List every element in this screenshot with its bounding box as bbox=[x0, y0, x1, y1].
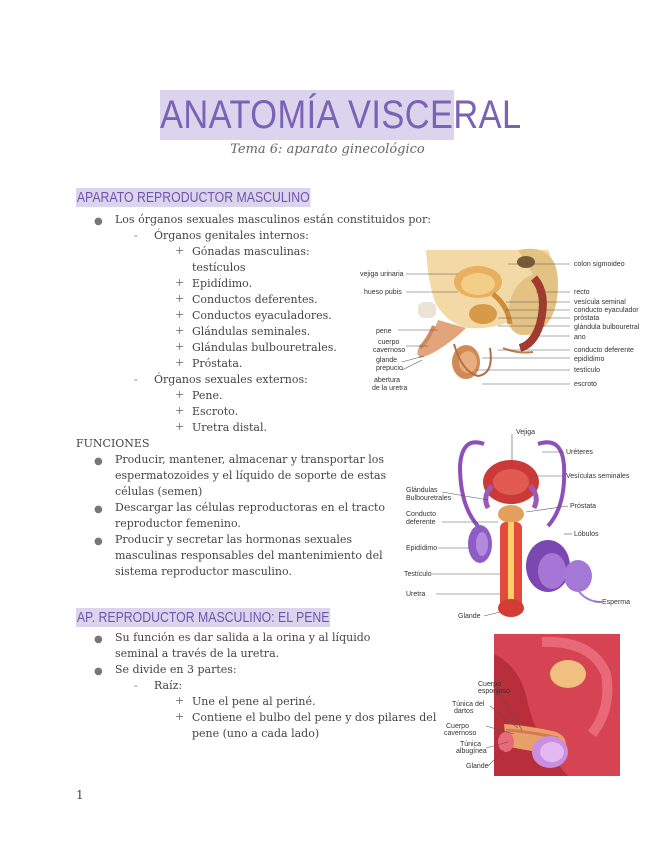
penis-section-figure bbox=[442, 634, 620, 776]
dash-icon: - bbox=[134, 679, 138, 692]
label-cuerpo: Cuerpo bbox=[446, 723, 469, 730]
plus-icon: + bbox=[175, 308, 185, 321]
bullet-icon: ● bbox=[94, 504, 103, 515]
label-testiculo: testículo bbox=[574, 367, 601, 374]
label-colon-sigmoideo: colon sigmoideo bbox=[574, 261, 625, 268]
label-glande: Glande bbox=[458, 613, 481, 620]
plus-icon: + bbox=[175, 388, 185, 401]
label-glande: Glande bbox=[466, 763, 489, 770]
label-glandulas: Glándulas bbox=[406, 487, 438, 494]
sagittal-anatomy-figure bbox=[358, 244, 648, 396]
plus-icon: + bbox=[175, 404, 185, 417]
plus-icon: + bbox=[175, 292, 185, 305]
label-pene: pene bbox=[376, 328, 392, 335]
plus-icon: + bbox=[175, 356, 185, 369]
page-subtitle: Tema 6: aparato ginecológico bbox=[230, 142, 425, 157]
plus-icon: + bbox=[175, 340, 185, 353]
label-epididimo: epidídimo bbox=[574, 356, 605, 363]
funciones-item-line: espermatozoides y el líquido de soporte de estas bbox=[115, 469, 387, 482]
funciones-item-line: sistema reproductor masculino. bbox=[115, 565, 292, 578]
label-glande: glande bbox=[376, 357, 398, 364]
pene-item-line: Su función es dar salida a la orina y al líquido bbox=[115, 631, 371, 644]
plus-icon: + bbox=[175, 694, 185, 707]
label-bulbouretrales: Bulbouretrales bbox=[406, 495, 452, 502]
funciones-item-line: Producir y secretar las hormonas sexuales bbox=[115, 533, 353, 546]
label-ureteres: Uréteres bbox=[566, 449, 593, 456]
internal-item: Próstata. bbox=[192, 357, 243, 370]
section-heading-pene: AP. REPRODUCTOR MASCULINO: EL PENE bbox=[76, 609, 330, 626]
label-cavernoso: cavernoso bbox=[444, 730, 477, 737]
label-de-la-uretra: de la uretra bbox=[372, 385, 408, 392]
intro-text: Los órganos sexuales masculinos están constituidos por: bbox=[115, 213, 431, 226]
label-escroto: escroto bbox=[574, 381, 597, 388]
frontal-anatomy-figure bbox=[402, 426, 632, 622]
label-vesicula-seminal: vesícula seminal bbox=[574, 299, 626, 306]
label-glandula-bulbouretral: glándula bulbouretral bbox=[574, 324, 640, 331]
label-esponjoso: esponjoso bbox=[478, 688, 510, 695]
funciones-item-line: masculinas responsables del mantenimiento del bbox=[115, 549, 383, 562]
plus-icon: + bbox=[175, 420, 185, 433]
internal-item: Epidídimo. bbox=[192, 277, 253, 290]
bullet-icon: ● bbox=[94, 666, 103, 677]
bullet-icon: ● bbox=[94, 634, 103, 645]
label-epididimo: Epidídimo bbox=[406, 545, 438, 552]
label-abertura: abertura bbox=[374, 377, 401, 384]
raiz-item: Contiene el bulbo del pene y dos pilares del bbox=[192, 711, 437, 724]
label-testiculo: Testículo bbox=[404, 571, 432, 578]
label-dartos: dartos bbox=[454, 708, 474, 715]
label-deferente: deferente bbox=[406, 519, 436, 526]
bullet-icon: ● bbox=[94, 456, 103, 467]
plus-icon: + bbox=[175, 324, 185, 337]
raiz-heading: Raíz: bbox=[154, 679, 183, 692]
label-recto: recto bbox=[574, 289, 590, 296]
funciones-item-line: células (semen) bbox=[115, 485, 203, 498]
external-item: Pene. bbox=[192, 389, 223, 402]
internal-item: Glándulas seminales. bbox=[192, 325, 311, 338]
label-prepucio: prepucio bbox=[376, 365, 403, 372]
bullet-icon: ● bbox=[94, 536, 103, 547]
raiz-item: Une el pene al periné. bbox=[192, 695, 316, 708]
external-heading: Órganos sexuales externos: bbox=[154, 373, 308, 386]
internal-item: Glándulas bulbouretrales. bbox=[192, 341, 337, 354]
external-item: Uretra distal. bbox=[192, 421, 267, 434]
pene-item-line: seminal a través de la uretra. bbox=[115, 647, 280, 660]
funciones-item-line: reproductor femenino. bbox=[115, 517, 241, 530]
label-albuginea: albugínea bbox=[456, 748, 487, 755]
label-vejiga-urinaria: vejiga urinaria bbox=[360, 271, 404, 278]
internal-item: Gónadas masculinas: bbox=[192, 245, 310, 258]
label-uretra: Uretra bbox=[406, 591, 426, 598]
label-tunica-del: Túnica del bbox=[452, 701, 485, 708]
dash-icon: - bbox=[134, 373, 138, 386]
page-number: 1 bbox=[76, 788, 84, 802]
page-title: ANATOMÍA VISCERAL bbox=[160, 90, 454, 140]
plus-icon: + bbox=[175, 244, 185, 257]
internal-item: Conductos deferentes. bbox=[192, 293, 318, 306]
bullet-icon: ● bbox=[94, 216, 103, 227]
funciones-heading: FUNCIONES bbox=[76, 437, 150, 450]
label-conducto: Conducto bbox=[406, 511, 436, 518]
label-hueso-pubis: hueso pubis bbox=[364, 289, 402, 296]
pene-item-line: Se divide en 3 partes: bbox=[115, 663, 237, 676]
section-heading-masculino: APARATO REPRODUCTOR MASCULINO bbox=[76, 189, 310, 206]
internal-heading: Órganos genitales internos: bbox=[154, 229, 309, 242]
label-cuerpo: cuerpo bbox=[378, 339, 400, 346]
internal-item: testículos bbox=[192, 261, 246, 274]
external-item: Escroto. bbox=[192, 405, 239, 418]
label-ano: ano bbox=[574, 334, 586, 341]
label-tunica: Túnica bbox=[460, 741, 482, 748]
label-prostata: próstata bbox=[574, 315, 600, 322]
label-conducto-eyaculador: conducto eyaculador bbox=[574, 307, 639, 314]
label-prostata: Próstata bbox=[570, 503, 597, 510]
label-esperma: Esperma bbox=[602, 599, 631, 606]
raiz-item: pene (uno a cada lado) bbox=[192, 727, 320, 740]
label-conducto-deferente: conducto deferente bbox=[574, 347, 634, 354]
dash-icon: - bbox=[134, 229, 138, 242]
label-vejiga: Vejiga bbox=[516, 429, 536, 436]
label-cuerpo: Cuerpo bbox=[478, 681, 501, 688]
label-cavernoso: cavernoso bbox=[373, 347, 406, 354]
plus-icon: + bbox=[175, 710, 185, 723]
label-vesiculas-seminales: Vesículas seminales bbox=[566, 473, 630, 480]
funciones-item-line: Producir, mantener, almacenar y transportar los bbox=[115, 453, 385, 466]
label-lobulos: Lóbulos bbox=[574, 531, 599, 538]
internal-item: Conductos eyaculadores. bbox=[192, 309, 332, 322]
funciones-item-line: Descargar las células reproductoras en el tracto bbox=[115, 501, 386, 514]
plus-icon: + bbox=[175, 276, 185, 289]
